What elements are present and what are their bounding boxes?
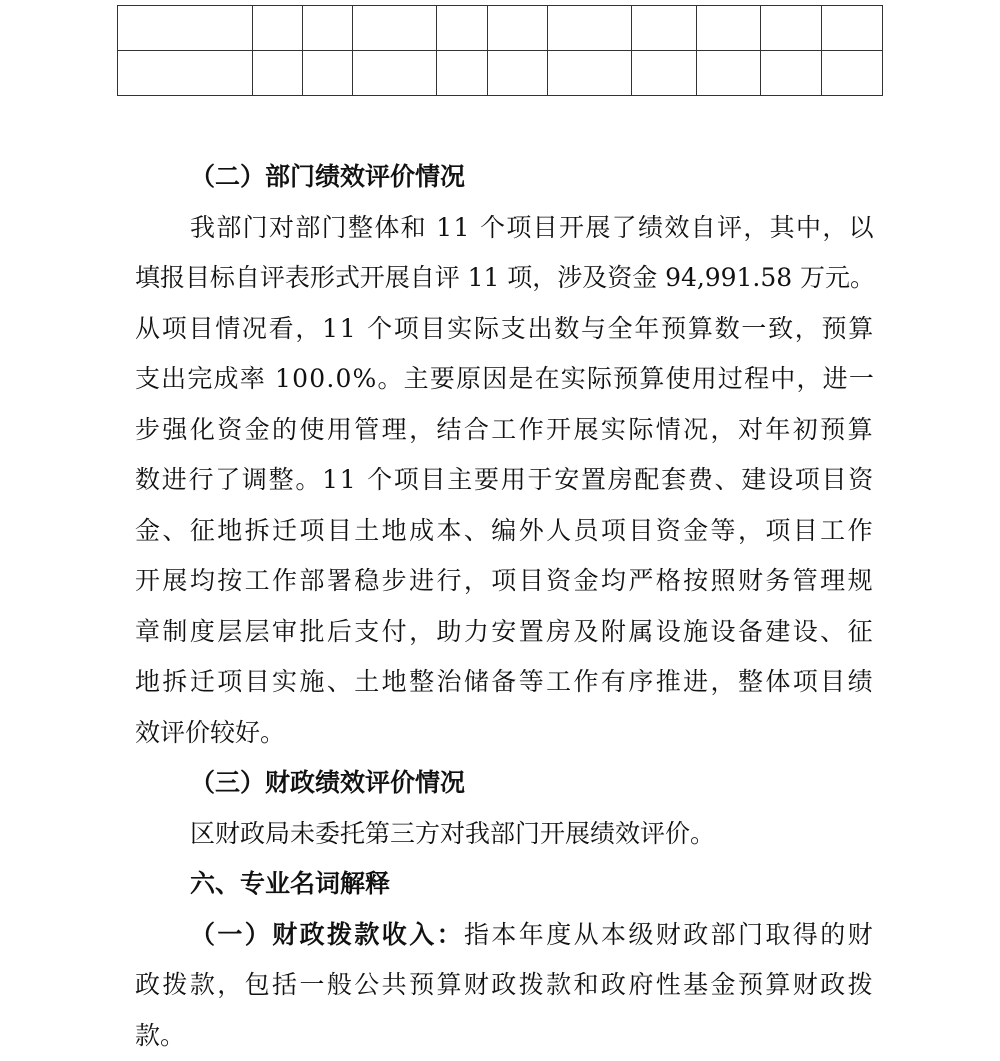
paragraph-line [135,960,875,1011]
table-cell [253,51,303,96]
paragraph-line [135,455,875,506]
table-cell [437,6,488,51]
table-cell [303,6,353,51]
paragraph-line [135,708,875,759]
paragraph-line [135,304,875,355]
paragraph-line-text: 效评价较好。 [135,718,285,747]
table-row [118,6,883,51]
table-cell [822,6,883,51]
paragraph-line [135,556,875,607]
paragraph-line-text [190,910,875,961]
table-cell [253,6,303,51]
paragraph-line-text: 章制度层层审批后支付，助力安置房及附属设施设备建设、征 [135,607,875,658]
paragraph-line-text: 开展均按工作部署稳步进行，项目资金均严格按照财务管理规 [135,556,875,607]
paragraph-line: 区财政局未委托第三方对我部门开展绩效评价。 [135,809,875,860]
paragraph-line-text: 支出完成率 100.0%。主要原因是在实际预算使用过程中，进一 [135,354,875,405]
paragraph-line-text: 我部门对部门整体和 11 个项目开展了绩效自评，其中，以 [190,203,875,254]
table-cell [488,6,548,51]
table-cell [548,51,632,96]
table-cell [548,6,632,51]
table-cell [632,6,697,51]
table-cell [822,51,883,96]
table-row [118,51,883,96]
paragraph-line [135,910,875,961]
table-cell [697,51,761,96]
paragraph-line-text: 步强化资金的使用管理，结合工作开展实际情况，对年初预算 [135,405,875,456]
section-heading-dept-eval: （二）部门绩效评价情况 [135,152,875,203]
paragraph-line-text: 款。 [135,1021,185,1050]
table-cell [488,51,548,96]
term-label: （一）财政拨款收入： [190,920,464,949]
table-cell [437,51,488,96]
table-cell [353,51,437,96]
paragraph-line-text: 数进行了调整。11 个项目主要用于安置房配套费、建设项目资 [135,455,875,506]
paragraph-line [135,405,875,456]
section-heading-finance-eval: （三）财政绩效评价情况 [135,758,875,809]
table-cell [118,51,253,96]
table-cell [761,6,822,51]
paragraph-line-text: 填报目标自评表形式开展自评 11 项，涉及资金 94,991.58 万元。 [135,253,875,304]
table-cell [118,6,253,51]
paragraph-line [135,506,875,557]
paragraph-line [135,253,875,304]
paragraph-line-text: 从项目情况看，11 个项目实际支出数与全年预算数一致，预算 [135,304,875,355]
table-cell [632,51,697,96]
table-fragment [117,5,883,96]
section-heading-terms: 六、专业名词解释 [135,859,875,910]
paragraph-line-text: 政拨款，包括一般公共预算财政拨款和政府性基金预算财政拨 [135,960,875,1011]
paragraph-line [135,1011,875,1061]
table-cell [303,51,353,96]
paragraph-line [135,607,875,658]
table-cell [697,6,761,51]
table-cell [761,51,822,96]
paragraph-line [135,203,875,254]
table-cell [353,6,437,51]
paragraph-line-text: 金、征地拆迁项目土地成本、编外人员项目资金等，项目工作 [135,506,875,557]
paragraph-line-text: 地拆迁项目实施、土地整治储备等工作有序推进，整体项目绩 [135,657,875,708]
term-definition: 指本年度从本级财政部门取得的财 [464,920,875,949]
body-text [135,152,875,1061]
paragraph-line [135,354,875,405]
paragraph-line [135,657,875,708]
